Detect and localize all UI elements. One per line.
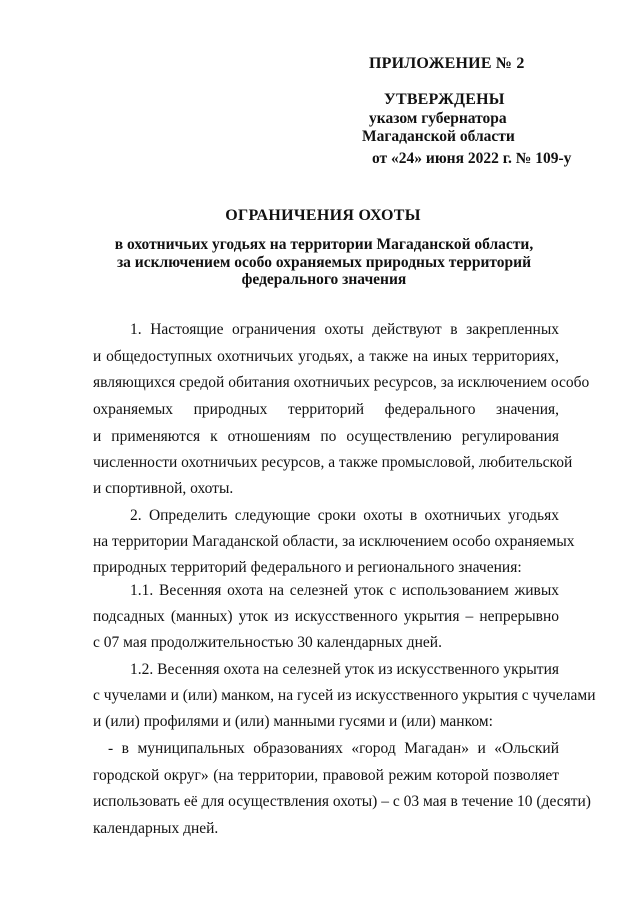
paragraph-line: охраняемых природных территорий федерального значения, — [93, 401, 559, 418]
document-title: ОГРАНИЧЕНИЯ ОХОТЫ — [225, 207, 421, 224]
paragraph-line: с чучелами и (или) манком, на гусей из искусственного укрытия с чучелами — [93, 687, 596, 704]
paragraph-line: 1.1. Весенняя охота на селезней уток с использованием живых — [130, 582, 559, 599]
paragraph-line: использовать её для осуществления охоты) – с 03 мая в течение 10 (десяти) — [93, 793, 591, 810]
paragraph-line: являющихся средой обитания охотничьих ресурсов, за исключением особо — [93, 374, 590, 391]
paragraph-line: численности охотничьих ресурсов, а также промысловой, любительской — [93, 454, 573, 471]
approved-line-decree: указом губернатора — [369, 110, 507, 127]
paragraph-line: и общедоступных охотничьих угодьях, а также на иных территориях, — [93, 348, 559, 365]
appendix-heading: ПРИЛОЖЕНИЕ № 2 — [369, 55, 525, 72]
document-subtitle-line: федерального значения — [241, 271, 407, 288]
paragraph-line: подсадных (манных) уток из искусственного укрытия – непрерывно — [93, 608, 559, 625]
paragraph-line: и применяются к отношениям по осуществлению регулирования — [93, 428, 559, 445]
approved-heading: УТВЕРЖДЕНЫ — [384, 91, 505, 108]
document-subtitle-line: за исключением особо охраняемых природных территорий — [116, 254, 532, 271]
paragraph-line: и спортивной, охоты. — [93, 480, 234, 497]
paragraph-line: природных территорий федерального и регионального значения: — [93, 559, 522, 576]
approved-line-date: от «24» июня 2022 г. № 109-у — [372, 150, 572, 167]
approved-line-region: Магаданской области — [362, 128, 515, 145]
document-subtitle-line: в охотничьих угодьях на территории Магаданской области, — [114, 236, 534, 253]
paragraph-line: 2. Определить следующие сроки охоты в охотничьих угодьях — [130, 507, 559, 524]
paragraph-line: и (или) профилями и (или) манными гусями и (или) манком: — [93, 713, 493, 730]
paragraph-line: календарных дней. — [93, 820, 219, 837]
paragraph-line: 1. Настоящие ограничения охоты действуют в закрепленных — [130, 321, 559, 338]
paragraph-line: с 07 мая продолжительностью 30 календарных дней. — [93, 634, 442, 651]
paragraph-line: - в муниципальных образованиях «город Магадан» и «Ольский — [108, 740, 559, 757]
paragraph-line: на территории Магаданской области, за исключением особо охраняемых — [93, 533, 575, 550]
paragraph-line: 1.2. Весенняя охота на селезней уток из искусственного укрытия — [130, 661, 559, 678]
paragraph-line: городской округ» (на территории, правовой режим которой позволяет — [93, 767, 559, 784]
